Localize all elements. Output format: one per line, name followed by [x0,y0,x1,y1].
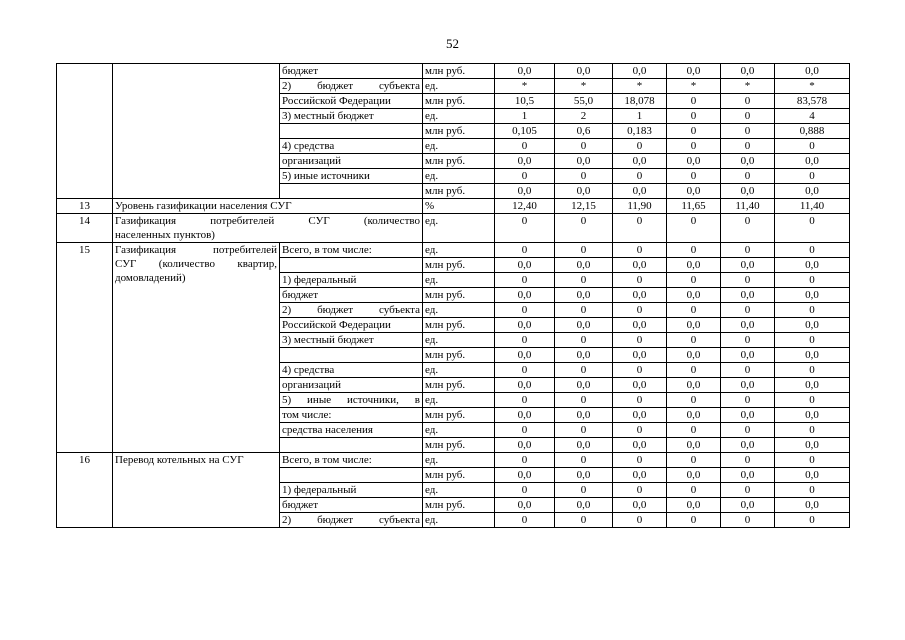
unit-cell: ед. [423,483,495,498]
unit-cell: млн руб. [423,124,495,139]
value-cell: 0,0 [555,408,613,423]
value-cell: 0 [555,169,613,184]
value-cell: 0 [613,303,667,318]
value-cell: 0 [775,453,850,468]
value-cell: 0 [775,363,850,378]
source-cell: Всего, в том числе: [280,243,423,258]
unit-cell: ед. [423,169,495,184]
value-cell: 0 [775,393,850,408]
value-cell: 0 [555,214,613,243]
value-cell: 0 [721,109,775,124]
value-cell: 0,0 [667,184,721,199]
value-cell: 0 [495,214,555,243]
value-cell: 0,0 [775,378,850,393]
unit-cell: ед. [423,393,495,408]
value-cell: 0,0 [613,64,667,79]
value-cell: 0 [667,453,721,468]
value-cell: 0 [555,513,613,528]
value-cell: 0 [721,243,775,258]
value-cell: * [667,79,721,94]
indicator-name-line: Газификация потребителей СУГ (количество [115,215,420,227]
value-cell: 0 [667,423,721,438]
value-cell: 0 [555,483,613,498]
value-cell: 0 [495,333,555,348]
value-cell: 0 [721,214,775,243]
table-row [57,64,850,79]
source-cell [280,438,423,453]
value-cell: 0 [555,423,613,438]
value-cell: 0,0 [613,498,667,513]
value-cell: 0,0 [667,378,721,393]
value-cell: 0 [613,169,667,184]
value-cell: 11,65 [667,199,721,214]
value-cell: 0,0 [555,438,613,453]
source-cell: средства населения [280,423,423,438]
row-number-cell [57,64,113,199]
value-cell: 0 [721,273,775,288]
value-cell: 10,5 [495,94,555,109]
indicator-name-line: населенных пунктов) [115,229,215,241]
value-cell: 0 [721,303,775,318]
value-cell: 0 [721,453,775,468]
value-cell: 0,0 [555,498,613,513]
row-number-cell: 15 [57,243,113,453]
value-cell: 0,888 [775,124,850,139]
unit-cell: млн руб. [423,94,495,109]
value-cell: 0 [667,109,721,124]
table-row [57,199,850,214]
value-cell: 0 [495,273,555,288]
value-cell: 0 [555,333,613,348]
source-cell: 2) бюджет субъекта [280,79,423,94]
source-cell: том числе: [280,408,423,423]
source-cell: Российской Федерации [280,94,423,109]
value-cell: 0,0 [721,258,775,273]
value-cell: 0 [721,169,775,184]
source-cell: Всего, в том числе: [280,453,423,468]
table-row [57,214,850,243]
value-cell: 0 [667,483,721,498]
source-cell: 1) федеральный [280,273,423,288]
unit-cell: ед. [423,513,495,528]
value-cell: 11,40 [721,199,775,214]
value-cell: 55,0 [555,94,613,109]
value-cell: 0,0 [667,408,721,423]
value-cell: 0,0 [721,438,775,453]
source-cell: 4) средства [280,139,423,154]
value-cell: 0,0 [667,498,721,513]
value-cell: 2 [555,109,613,124]
value-cell: 0,0 [555,468,613,483]
value-cell: 0 [721,483,775,498]
value-cell: 0 [721,139,775,154]
value-cell: 0,0 [667,258,721,273]
source-cell: бюджет [280,498,423,513]
value-cell: 0,0 [721,498,775,513]
value-cell: 0 [613,139,667,154]
value-cell: 0,0 [495,408,555,423]
value-cell: 0,0 [555,184,613,199]
value-cell: 0 [613,214,667,243]
indicator-name-cell [113,214,423,243]
value-cell: 0 [495,139,555,154]
value-cell: 0,0 [775,184,850,199]
value-cell: 0 [775,169,850,184]
value-cell: 0,0 [613,408,667,423]
value-cell: 12,15 [555,199,613,214]
value-cell: 0 [775,483,850,498]
unit-cell: ед. [423,243,495,258]
unit-cell: ед. [423,453,495,468]
value-cell: 0,0 [495,184,555,199]
value-cell: 0,0 [613,258,667,273]
unit-cell: млн руб. [423,498,495,513]
value-cell: 0 [667,393,721,408]
unit-cell: ед. [423,423,495,438]
value-cell: 0,0 [775,318,850,333]
value-cell: 0,0 [495,258,555,273]
source-cell: Российской Федерации [280,318,423,333]
value-cell: 0,0 [775,468,850,483]
value-cell: 0 [495,393,555,408]
value-cell: 0 [721,94,775,109]
unit-cell: ед. [423,363,495,378]
value-cell: 0,0 [613,288,667,303]
value-cell: 0 [495,513,555,528]
value-cell: 0 [555,453,613,468]
value-cell: 1 [613,109,667,124]
unit-cell: ед. [423,139,495,154]
value-cell: 0 [555,273,613,288]
value-cell: 0 [667,169,721,184]
unit-cell: ед. [423,273,495,288]
value-cell: 0 [667,513,721,528]
source-cell: бюджет [280,288,423,303]
value-cell: 0,0 [775,498,850,513]
value-cell: 0,0 [495,468,555,483]
value-cell: 0,0 [721,288,775,303]
value-cell: 0 [721,513,775,528]
value-cell: 0,105 [495,124,555,139]
value-cell: 0,0 [613,318,667,333]
source-cell: 5) иные источники [280,169,423,184]
row-number-cell: 14 [57,214,113,243]
value-cell: 0 [613,273,667,288]
value-cell: 0,0 [495,288,555,303]
source-cell: организаций [280,154,423,169]
value-cell: 0 [667,273,721,288]
source-cell: 4) средства [280,363,423,378]
value-cell: 0,0 [555,318,613,333]
value-cell: 0 [495,169,555,184]
unit-cell: млн руб. [423,64,495,79]
value-cell: 0 [613,363,667,378]
value-cell: 0,0 [495,378,555,393]
value-cell: * [775,79,850,94]
value-cell: 0,0 [613,378,667,393]
value-cell: 0,6 [555,124,613,139]
value-cell: 0 [721,393,775,408]
source-cell [280,184,423,199]
value-cell: 0,0 [495,64,555,79]
value-cell: 0 [775,513,850,528]
unit-cell: % [423,199,495,214]
data-table [56,63,850,528]
unit-cell: млн руб. [423,318,495,333]
value-cell: * [495,79,555,94]
value-cell: 4 [775,109,850,124]
value-cell: 0 [721,363,775,378]
unit-cell: млн руб. [423,378,495,393]
value-cell: 0 [721,423,775,438]
value-cell: 0 [613,483,667,498]
value-cell: 0 [555,393,613,408]
source-cell: бюджет [280,64,423,79]
value-cell: * [555,79,613,94]
source-cell: 2) бюджет субъекта [280,303,423,318]
value-cell: 0 [613,513,667,528]
value-cell: 0,183 [613,124,667,139]
unit-cell: млн руб. [423,154,495,169]
indicator-name-cell [113,243,280,453]
value-cell: 1 [495,109,555,124]
value-cell: 0,0 [775,64,850,79]
unit-cell: млн руб. [423,438,495,453]
indicator-name-line: СУГ (количество квартир, [115,258,277,270]
value-cell: 0,0 [721,318,775,333]
value-cell: 0,0 [721,378,775,393]
row-number-cell: 13 [57,199,113,214]
value-cell: 0,0 [775,154,850,169]
value-cell: 0 [775,139,850,154]
unit-cell: ед. [423,214,495,243]
source-cell: 2) бюджет субъекта [280,513,423,528]
value-cell: 0 [495,303,555,318]
value-cell: 0 [775,423,850,438]
value-cell: 0 [495,483,555,498]
indicator-name-line: Газификация потребителей [115,244,277,256]
value-cell: 0 [555,363,613,378]
value-cell: 0 [721,333,775,348]
value-cell: 0,0 [667,438,721,453]
value-cell: 0,0 [613,348,667,363]
source-cell: 3) местный бюджет [280,109,423,124]
value-cell: 0 [667,94,721,109]
value-cell: 0 [721,124,775,139]
value-cell: 0,0 [721,64,775,79]
value-cell: 0 [775,303,850,318]
value-cell: 0 [555,243,613,258]
value-cell: 0 [613,243,667,258]
indicator-name-cell [113,453,280,528]
value-cell: 0,0 [495,498,555,513]
value-cell: 0 [667,363,721,378]
value-cell: 11,40 [775,199,850,214]
source-cell [280,348,423,363]
value-cell: 0,0 [495,438,555,453]
table-row [57,453,850,468]
value-cell: 0,0 [775,258,850,273]
value-cell: 0,0 [613,184,667,199]
value-cell: 0,0 [555,64,613,79]
source-cell: 1) федеральный [280,483,423,498]
value-cell: * [721,79,775,94]
value-cell: 0 [555,303,613,318]
value-cell: 0 [775,273,850,288]
value-cell: 0,0 [775,288,850,303]
value-cell: 0,0 [495,348,555,363]
value-cell: 0,0 [667,154,721,169]
value-cell: 0,0 [667,318,721,333]
value-cell: 0 [495,243,555,258]
unit-cell: млн руб. [423,468,495,483]
source-cell [280,468,423,483]
value-cell: 0,0 [495,318,555,333]
value-cell: 0 [775,214,850,243]
value-cell: 0 [613,333,667,348]
value-cell: 83,578 [775,94,850,109]
unit-cell: млн руб. [423,288,495,303]
value-cell: 0,0 [775,408,850,423]
value-cell: 0,0 [667,64,721,79]
value-cell: * [613,79,667,94]
value-cell: 0 [667,303,721,318]
unit-cell: ед. [423,303,495,318]
source-cell: организаций [280,378,423,393]
value-cell: 0,0 [495,154,555,169]
unit-cell: млн руб. [423,408,495,423]
value-cell: 18,078 [613,94,667,109]
value-cell: 0 [775,333,850,348]
value-cell: 0 [613,423,667,438]
value-cell: 0,0 [555,154,613,169]
value-cell: 0,0 [721,184,775,199]
value-cell: 0 [667,124,721,139]
unit-cell: ед. [423,79,495,94]
source-cell: 3) местный бюджет [280,333,423,348]
row-number-cell: 16 [57,453,113,528]
value-cell: 0,0 [667,348,721,363]
value-cell: 0 [495,363,555,378]
value-cell: 0,0 [721,468,775,483]
source-cell: 5) иные источники, в [280,393,423,408]
value-cell: 0,0 [667,288,721,303]
value-cell: 0 [613,393,667,408]
value-cell: 0,0 [721,348,775,363]
value-cell: 0 [495,423,555,438]
value-cell: 0 [495,453,555,468]
indicator-name-cell: Уровень газификации населения СУГ [113,199,423,214]
unit-cell: млн руб. [423,258,495,273]
table-row [57,243,850,258]
unit-cell: млн руб. [423,184,495,199]
page-number: 52 [446,36,459,51]
value-cell: 0,0 [555,348,613,363]
indicator-name-cell [113,64,280,199]
value-cell: 0 [667,214,721,243]
value-cell: 0,0 [555,378,613,393]
unit-cell: млн руб. [423,348,495,363]
value-cell: 0,0 [775,348,850,363]
value-cell: 0 [555,139,613,154]
value-cell: 0,0 [555,258,613,273]
value-cell: 0 [667,333,721,348]
value-cell: 0,0 [721,408,775,423]
value-cell: 0,0 [667,468,721,483]
value-cell: 0 [775,243,850,258]
source-cell [280,124,423,139]
value-cell: 11,90 [613,199,667,214]
indicator-name-line: домовладений) [115,272,186,284]
unit-cell: ед. [423,333,495,348]
value-cell: 0 [667,139,721,154]
value-cell: 0 [667,243,721,258]
value-cell: 0,0 [613,154,667,169]
value-cell: 12,40 [495,199,555,214]
unit-cell: ед. [423,109,495,124]
value-cell: 0,0 [613,468,667,483]
value-cell: 0 [613,453,667,468]
source-cell [280,258,423,273]
value-cell: 0,0 [613,438,667,453]
indicator-name-line: Перевод котельных на СУГ [115,454,244,466]
value-cell: 0,0 [555,288,613,303]
value-cell: 0,0 [775,438,850,453]
value-cell: 0,0 [721,154,775,169]
